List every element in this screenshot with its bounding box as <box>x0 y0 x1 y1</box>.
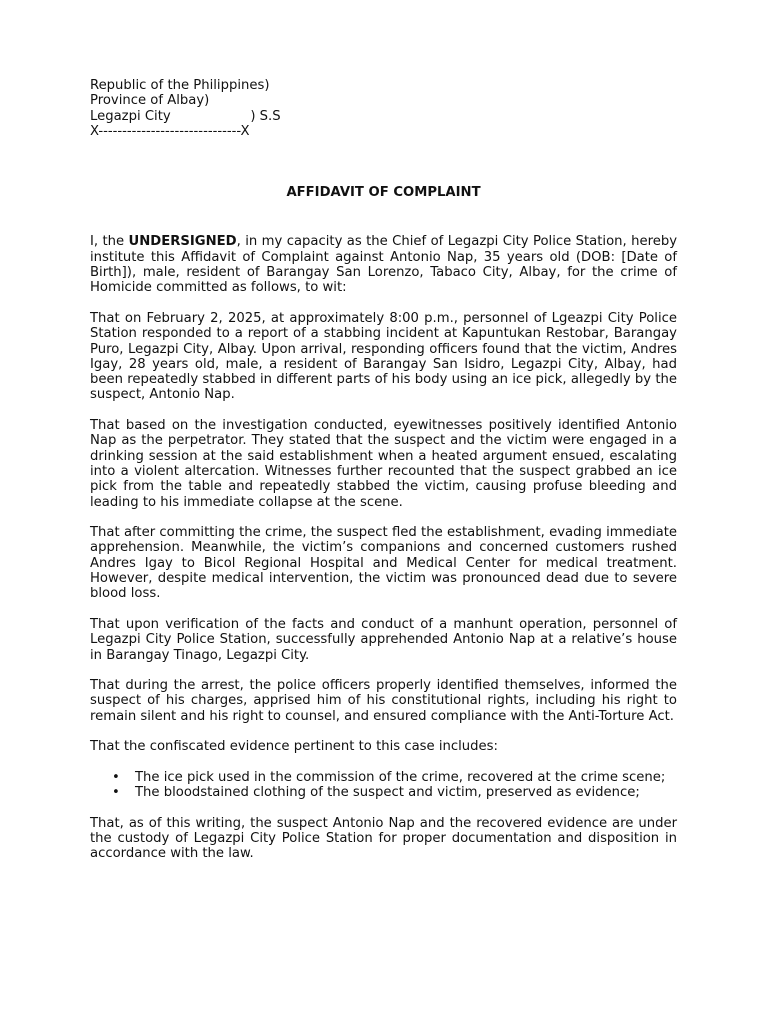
venue-caption <box>90 78 677 139</box>
closing-paragraph: That, as of this writing, the suspect Antonio Nap and the recovered evidence are under the custody of Legazpi City Police Station for proper documentation and disposition in accordance with the law. <box>90 815 677 862</box>
paragraph-evidence-intro: That the confiscated evidence pertinent to this case includes: <box>90 739 498 755</box>
caption-line-province: Province of Albay) <box>90 93 210 109</box>
evidence-list <box>90 770 677 801</box>
intro-rest: , in my capacity as the Chief of Legazpi City Police Station, hereby institute this Affidavit of Complaint against Antonio Nap, 35 years old (DOB: [Date of Birth]), male, resident of Barangay San Lorenzo, Tabaco City, Albay, for the crime of Homicide committed as follows, to wit: <box>90 234 678 296</box>
list-item <box>90 785 677 800</box>
affidavit-page <box>90 78 677 862</box>
caption-line-city: Legazpi City ) S.S <box>90 108 281 124</box>
document-body <box>90 234 677 861</box>
paragraph-incident: That on February 2, 2025, at approximately 8:00 p.m., personnel of Lgeazpi City Police Station responded to a report of a stabbing incident at Kapuntukan Restobar, Barangay Puro, Legazpi City, Albay. Upon arrival, responding officers found that the victim, Andres Igay, 28 years old, male, a resident of Barangay San Isidro, Legazpi City, Albay, had been repeatedly stabbed in different parts of his body using an ice pick, allegedly by the suspect, Antonio Nap. <box>90 310 677 403</box>
paragraph-manhunt: That upon verification of the facts and conduct of a manhunt operation, personnel of Legazpi City Police Station, successfully apprehended Antonio Nap at a relative’s house in Barangay Tinago, Legazpi City. <box>90 616 677 663</box>
list-item <box>90 770 677 785</box>
intro-prefix: I, the <box>90 234 129 250</box>
intro-undersigned: UNDERSIGNED <box>128 234 237 250</box>
paragraph-investigation: That based on the investigation conducted, eyewitnesses positively identified Antonio Nap as the perpetrator. They stated that the suspect and the victim were engaged in a drinking session at the said establishment when a heated argument ensued, escalating into a violent altercation. Witnesses further recounted that the suspect grabbed an ice pick from the table and repeatedly stabbed the victim, causing profuse bleeding and leading to his immediate collapse at the scene. <box>90 418 677 510</box>
caption-line-republic: Republic of the Philippines) <box>90 78 270 93</box>
document-title: AFFIDAVIT OF COMPLAINT <box>286 185 481 201</box>
evidence-item-ice-pick: The ice pick used in the commission of the crime, recovered at the crime scene; <box>135 769 666 785</box>
caption-line-divider: X------------------------------X <box>90 123 250 139</box>
paragraph-arrest: That during the arrest, the police officers properly identified themselves, informed the suspect of his charges, apprised him of his constitutional rights, including his right to remain silent and his right to counsel, and ensured compliance with the Anti-Torture Act. <box>90 678 677 724</box>
bullet-icon: • <box>112 785 120 801</box>
evidence-item-clothing: The bloodstained clothing of the suspect and victim, preserved as evidence; <box>135 785 640 801</box>
intro-paragraph <box>90 234 677 295</box>
paragraph-flight: That after committing the crime, the suspect fled the establishment, evading immediate apprehension. Meanwhile, the victim’s companions and concerned customers rushed Andres Igay to Bicol Regional Hospital and Medical Center for medical treatment. However, despite medical intervention, the victim was pronounced dead due to severe blood loss. <box>90 525 677 602</box>
bullet-icon: • <box>112 769 120 785</box>
